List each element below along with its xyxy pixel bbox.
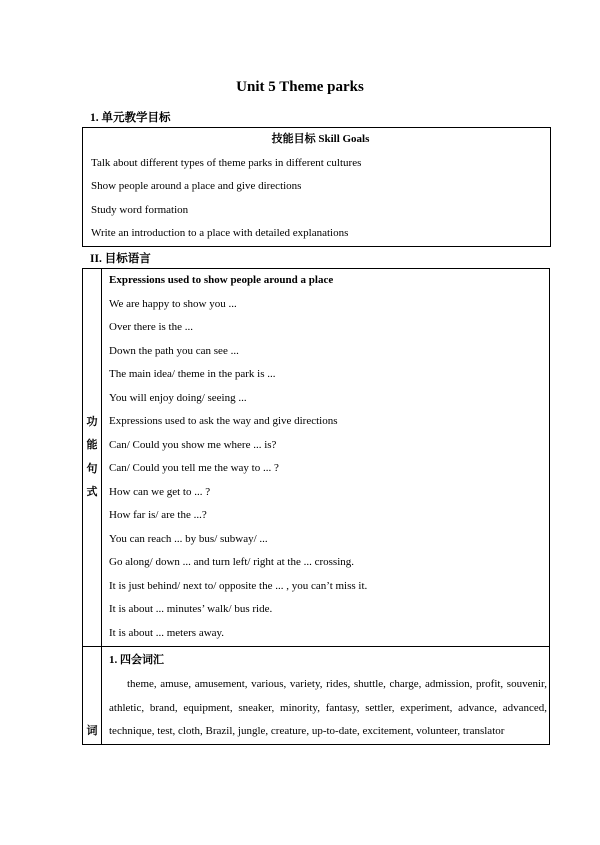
skill-goals-cell — [83, 128, 551, 247]
direction-item: It is just behind/ next to/ opposite the ... , you can’t miss it. — [109, 579, 368, 592]
vocabulary-subheading: 1. 四会词汇 — [109, 654, 164, 666]
skill-goals-table — [82, 127, 551, 247]
label-char: 词 — [86, 725, 98, 737]
direction-item: How far is/ are the ...? — [109, 509, 207, 521]
page-title: Unit 5 Theme parks — [236, 79, 364, 95]
direction-item: Can/ Could you show me where ... is? — [109, 438, 277, 451]
expressions-heading: Expressions used to show people around a place — [109, 274, 334, 286]
directions-heading: Expressions used to ask the way and give directions — [109, 415, 338, 427]
label-char: 能 — [86, 439, 98, 451]
expression-item: Over there is the ... — [109, 321, 193, 333]
expressions-cell — [102, 269, 550, 647]
goal-item: Talk about different types of theme parks in different cultures — [91, 156, 362, 169]
direction-item: Go along/ down ... and turn left/ right at the ... crossing. — [109, 556, 355, 568]
section-1-heading: 1. 单元教学目标 — [90, 112, 171, 124]
expression-item: You will enjoy doing/ seeing ... — [109, 391, 247, 404]
goal-item: Study word formation — [91, 203, 189, 216]
function-sentences-label — [83, 269, 102, 647]
label-char: 功 — [86, 415, 98, 428]
direction-item: It is about ... minutes’ walk/ bus ride. — [109, 603, 273, 615]
direction-item: How can we get to ... ? — [109, 485, 211, 498]
goal-item: Show people around a place and give directions — [91, 180, 302, 192]
skill-goals-header: 技能目标 Skill Goals — [271, 133, 370, 145]
expression-item: The main idea/ theme in the park is ... — [109, 368, 276, 380]
direction-item: You can reach ... by bus/ subway/ ... — [109, 532, 268, 545]
direction-item: It is about ... meters away. — [109, 626, 225, 639]
expression-item: We are happy to show you ... — [109, 297, 237, 310]
vocabulary-list: theme, amuse, amusement, various, variety, rides, shuttle, charge, admission, profit, souvenir, athletic, brand, equipment, sneaker, minority, fantasy, settler, experiment, advance, advanced, technique, test, cloth, Brazil, jungle, creature, up-to-date, excitement, volunteer, translator — [109, 678, 547, 737]
vocabulary-label — [83, 647, 102, 745]
goal-item: Write an introduction to a place with detailed explanations — [91, 227, 349, 239]
section-2-heading: II. 目标语言 — [90, 253, 151, 265]
expression-item: Down the path you can see ... — [109, 344, 239, 357]
vocabulary-cell — [102, 647, 550, 745]
direction-item: Can/ Could you tell me the way to ... ? — [109, 462, 279, 474]
label-char: 式 — [86, 486, 98, 498]
label-char: 句 — [86, 462, 98, 475]
target-language-table — [82, 268, 550, 745]
